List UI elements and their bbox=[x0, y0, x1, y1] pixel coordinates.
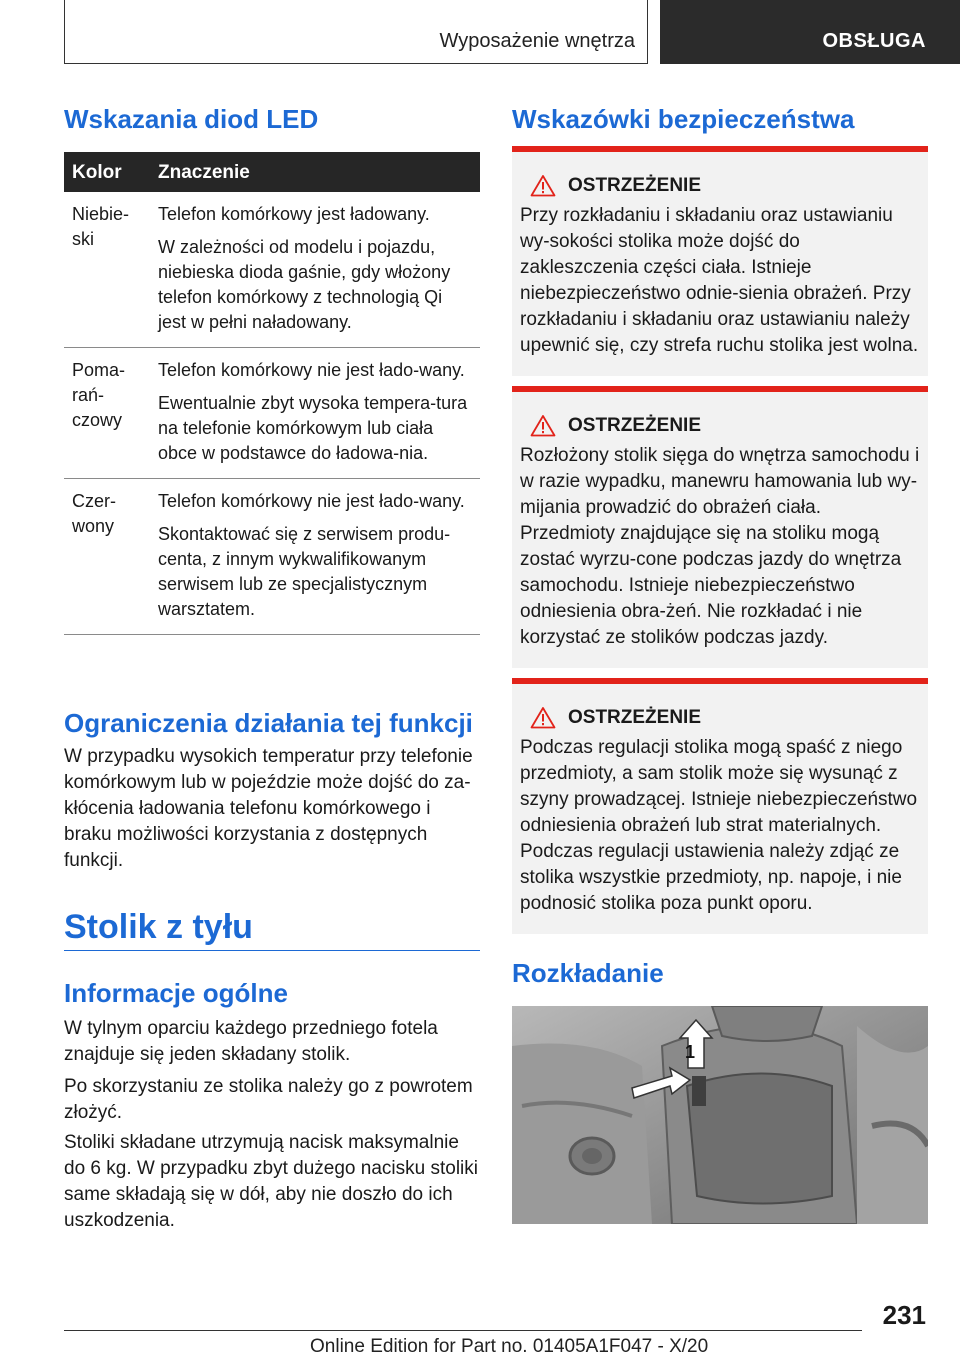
meaning-line: Telefon komórkowy nie jest łado-wany. bbox=[158, 491, 465, 511]
row-color: Czer- wony bbox=[64, 479, 150, 635]
section-title: Wyposażenie wnętrza bbox=[439, 30, 635, 52]
warning-box bbox=[512, 146, 928, 376]
meaning-line: Skontaktować się z serwisem produ-centa, z innym wykwalifikowanym serwisem lub ze specjalistycznym warsztatem. bbox=[158, 524, 451, 619]
general-info-p1: W tylnym oparciu każdego przedniego fotela znajduje się jeden składany stolik. bbox=[64, 1018, 438, 1065]
warning-text: Podczas regulacji stolika mogą spaść z niego przedmioty, a sam stolik może się wysunąć z szyny prowadzącej. Istnieje niebezpieczeństwo odniesienia obrażeń lub strat materialnych. Podczas regulacji ustawienia należy zdjąć ze stolika wszystkie przedmioty, np. napoje, i nie podnosić stolika poza punkt oporu. bbox=[520, 737, 918, 914]
table-row bbox=[64, 348, 480, 479]
warning-title: OSTRZEŻENIE bbox=[520, 706, 920, 729]
seatback-table-image bbox=[512, 1006, 928, 1224]
table-row bbox=[64, 192, 480, 348]
limits-heading: Ograniczenia działania tej funkcji bbox=[64, 708, 473, 738]
table-row bbox=[64, 479, 480, 635]
general-info-p2: Po skorzystaniu ze stolika należy go z powrotem złożyć. bbox=[64, 1076, 473, 1123]
warning-triangle-icon bbox=[530, 414, 556, 437]
column-header-meaning: Znaczenie bbox=[150, 152, 480, 192]
row-meaning bbox=[150, 479, 480, 635]
limits-text: W przypadku wysokich temperatur przy telefonie komórkowym lub w pojeździe może dojść do za-kłócenia ładowania telefonu komórkowego i braku możliwości korzystania z dostępnych funkcji. bbox=[64, 746, 473, 871]
title-rule bbox=[64, 950, 480, 951]
warning-text: Rozłożony stolik sięga do wnętrza samochodu i w razie wypadku, manewru hamowania lub wy-mijania prowadzić do obrażeń ciała. Przedmioty znajdujące się na stoliku mogą zostać wyrzu-cone podczas jazdy do wnętrza samochodu. Istnieje niebezpieczeństwo odniesienia obra-żeń. Nie rozkładać i nie korzystać ze stolików podczas jazdy. bbox=[520, 445, 920, 648]
footer-rule bbox=[64, 1330, 862, 1331]
row-color: Niebie- ski bbox=[64, 192, 150, 348]
footer-edition: Online Edition for Part no. 01405A1F047 - X/20 bbox=[310, 1336, 709, 1357]
page-number: 231 bbox=[882, 1300, 926, 1330]
header-chapter-tab bbox=[660, 0, 960, 64]
warning-triangle-icon bbox=[530, 706, 556, 729]
seatback-table-illustration bbox=[512, 1006, 928, 1224]
general-info-heading: Informacje ogólne bbox=[64, 978, 288, 1008]
warning-box bbox=[512, 678, 928, 934]
header-section-tab bbox=[64, 0, 648, 64]
row-meaning bbox=[150, 348, 480, 479]
warning-title: OSTRZEŻENIE bbox=[520, 174, 920, 197]
chapter-title: OBSŁUGA bbox=[822, 30, 926, 52]
callout-number: 1 bbox=[685, 1042, 696, 1062]
safety-heading: Wskazówki bezpieczeństwa bbox=[512, 104, 855, 134]
unfold-heading: Rozkładanie bbox=[512, 958, 664, 988]
led-heading: Wskazania diod LED bbox=[64, 104, 319, 134]
meaning-line: Telefon komórkowy nie jest łado-wany. bbox=[158, 360, 465, 380]
warning-title: OSTRZEŻENIE bbox=[520, 414, 920, 437]
column-header-color: Kolor bbox=[64, 152, 150, 192]
row-color: Poma- rań- czowy bbox=[64, 348, 150, 479]
meaning-line: Telefon komórkowy jest ładowany. bbox=[158, 204, 430, 224]
warning-text: Przy rozkładaniu i składaniu oraz ustawianiu wy-sokości stolika może dojść do zakleszczenia części ciała. Istnieje niebezpieczeństwo odnie-sienia obrażeń. Przy rozkładaniu i składaniu oraz ustawianiu należy upewnić się, czy strefa ruchu stolika jest wolna. bbox=[520, 205, 919, 356]
meaning-line: W zależności od modelu i pojazdu, niebieska dioda gaśnie, gdy włożony telefon komórkowy z technologią Qi jest w pełni naładowany. bbox=[158, 237, 451, 332]
meaning-line: Ewentualnie zbyt wysoka tempera-tura na telefonie komórkowym lub ciała obce w podstawce do ładowa-nia. bbox=[158, 393, 468, 463]
general-info-p3: Stoliki składane utrzymują nacisk maksymalnie do 6 kg. W przypadku zbyt dużego nacisku stoliki same składają się w dół, aby nie doszło do ich uszkodzenia. bbox=[64, 1132, 478, 1231]
warning-triangle-icon bbox=[530, 174, 556, 197]
led-table bbox=[64, 152, 480, 635]
table-title: Stolik z tyłu bbox=[64, 908, 253, 946]
warning-box bbox=[512, 386, 928, 668]
row-meaning bbox=[150, 192, 480, 348]
